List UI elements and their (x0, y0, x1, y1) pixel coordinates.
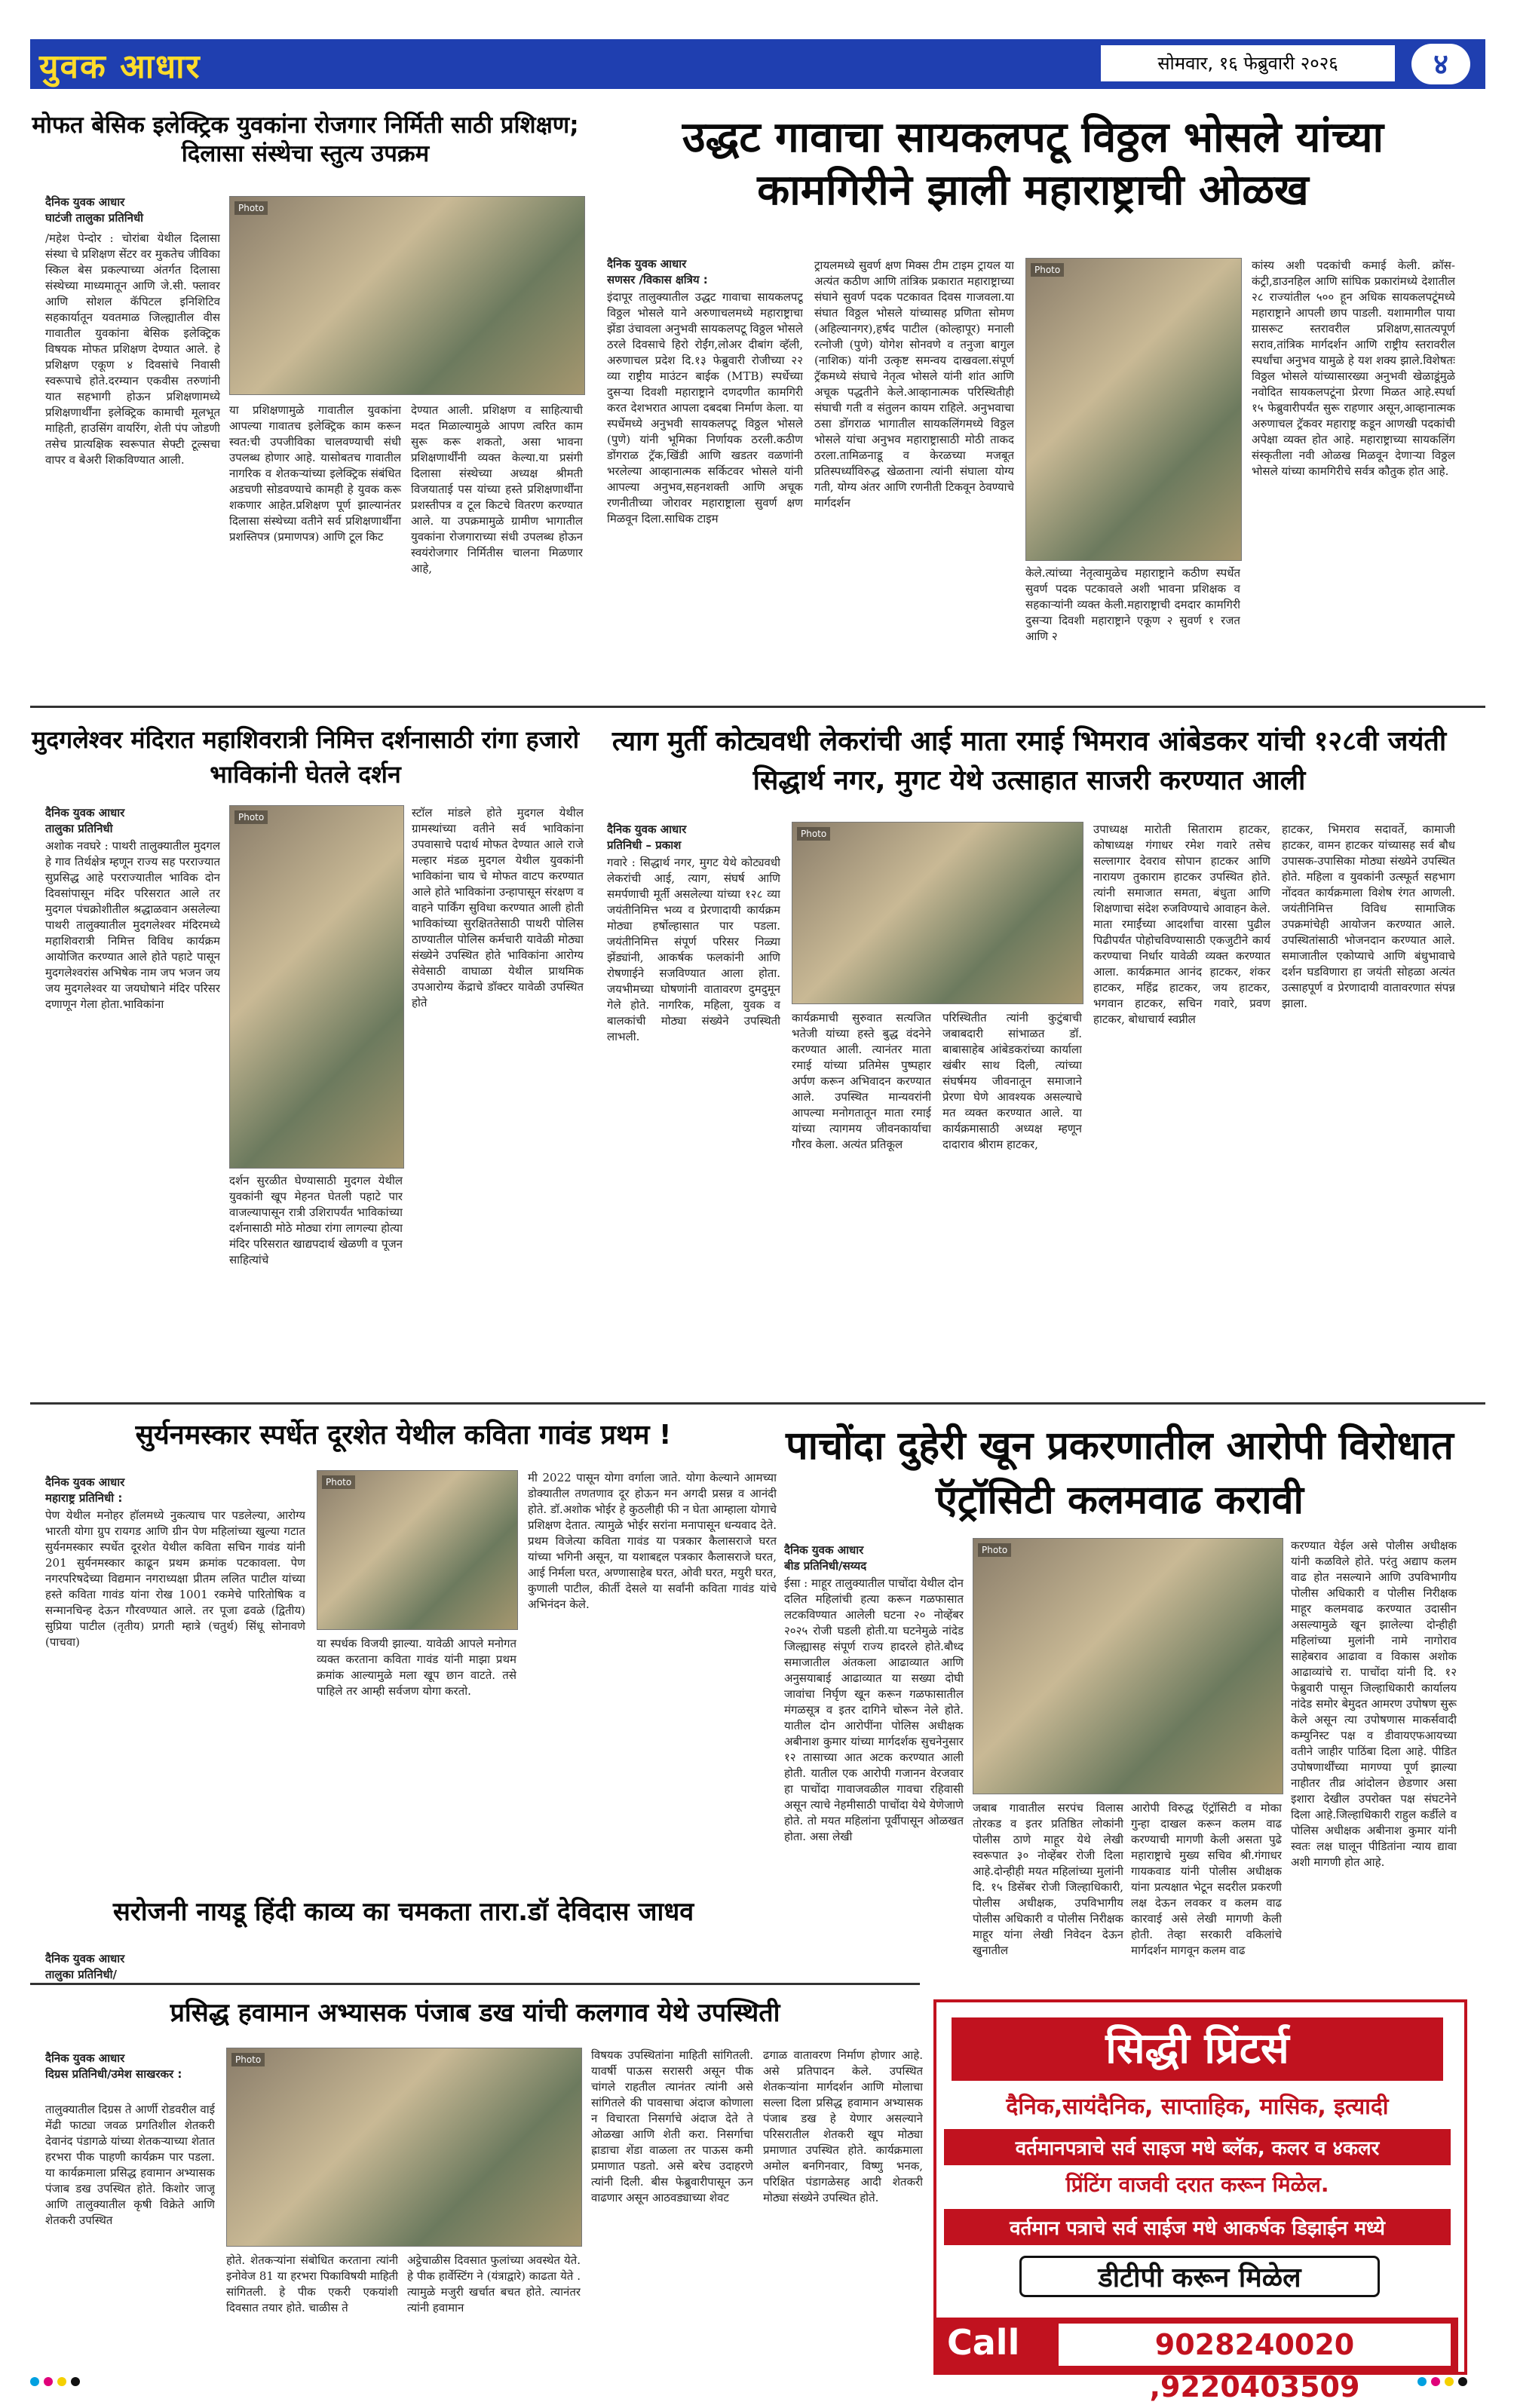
ad-line: वर्तमानपत्राचे सर्व साइज मधे ब्लॅक, कलर व ४कलर (944, 2129, 1451, 2165)
article-column: विषयक उपस्थितांना माहिती सांगितली. यावर्षी पाऊस सरासरी असून पीक चांगले राहतील त्यानंतर त्यांनी असे सांगितले की पावसाचा अंदाज कोणाला न विचारता निसर्गाचे अंदाज देते ते ओळखा आणि शेती करा. निसर्गाचा ह्राडाचा शेंडा वाळला तर पाऊस कमी प्रमाणात पडतो. असे बरेच उदाहरणे त्यांनी दिली. बीस फेब्रुवारीपासून ऊन वाढणार असून आठवड्याच्या शेवट (591, 2048, 753, 2204)
article-column: उपाध्यक्ष मारोती सिताराम हाटकर, कोषाध्यक्ष गंगाधर रमेश गवारे तसेच सल्लागार देवराव सोपान हाटकर आणि नारायण तुकाराम हाटकर उपस्थित होते. त्यांनी समाजात समता, बंधुता आणि शिक्षणाचा संदेश रुजविण्याचे आवाहन केले. माता रमाईंच्या आदर्शांचा वारसा पुढील पिढीपर्यंत पोहोचविण्यासाठी एकजुटीने कार्य करण्याचा निर्धार यावेळी व्यक्त करण्यात आला. कार्यक्रमात आनंद हाटकर, शंकर हाटकर, महिंद्र हाटकर, जय हाटकर, भगवान हाटकर, सचिन गवारे, प्रवण हाटकर, बोधाचार्य स्वप्नील (1093, 823, 1270, 1026)
photo-trainees: Photo (229, 196, 585, 395)
article-column: ट्रायलमध्ये सुवर्ण क्षण मिक्स टीम टाइम ट्रायल या अत्यंत कठीण आणि तांत्रिक प्रकारात महाराष्ट्राच्या संघाने सुवर्ण पदक पटकावत दिवस गाजवला.या संघात विठ्ठल भोसले यांच्यासह प्रणिता सोमण (अहिल्यानगर),हर्षद पाटील (कोल्हापूर) मनाली रत्नोजी (पुणे) योगेश सोनवणे व तनुजा बागुल (नाशिक) यांनी उत्कृष्ट समन्वय दाखवला.संपूर्ण ट्रॅकमध्ये संघाचे नेतृत्व भोसले यांनी शांत आणि अचूक पद्धतीने केले.आव्हानात्मक परिस्थितीही संघाची गती व संतुलन कायम राहिले. अनुभवाचा ठसा डोंगराळ भागातील सायकलिंगमध्ये विठ्ठल भोसले यांचा अनुभव महाराष्ट्रासाठी मोठी ताकद ठरला.तामिळनाडू व केरळच्या मजबूत प्रतिस्पर्ध्यांविरुद्ध खेळताना त्यांनी संघाला योग्य गती, योग्य अंतर आणि रणनीती टिकवून ठेवण्याचे मार्गदर्शन (814, 259, 1014, 510)
print-registration-marks (1417, 2375, 1472, 2385)
ad-line: प्रिंटिंग वाजवी दरात करून मिळेल. (1065, 2172, 1329, 2197)
section-divider (30, 1402, 1485, 1405)
headline: पाचोंदा दुहेरी खून प्रकरणातील आरोपी विरोधात ऍट्रॉसिटी कलमवाढ करावी (786, 1423, 1454, 1523)
article-column: देण्यात आली. प्रशिक्षण व साहित्याची मदत मिळाल्यामुळे आपण त्वरित काम सुरू करू शकतो, असा भावना प्रशिक्षणार्थींनी व्यक्त केल्या.या प्रसंगी दिलासा संस्थेच्या अध्यक्ष श्रीमती विजयाताई पस यांच्या हस्ते प्रशिक्षणार्थींना प्रशस्तीपत्र व टूल किटचे वितरण करण्यात आले. या उपक्रमामुळे ग्रामीण भागातील युवकांना रोजगाराच्या संधी उपलब्ध होऊन स्वयंरोजगार निर्मितीस चालना मिळणार आहे, (411, 403, 583, 575)
photo-award-ceremony: Photo (317, 1470, 518, 1630)
headline: उद्धट गावाचा सायकलपटू विठ्ठल भोसले यांच्या कामगिरीने झाली महाराष्ट्राची ओळख (682, 113, 1384, 215)
byline: दैनिक युवक आधार तालुका प्रतिनिधी/ (45, 1952, 125, 1981)
article-column: ढगाळ वातावरण निर्माण होणार आहे. असे प्रतिपादन केले. उपस्थित शेतकऱ्यांना मार्गदर्शन आणि मोलाचा सल्ला दिला प्रसिद्ध हवामान अभ्यासक पंजाब डख हे येणार असल्याने परिसरातील शेतकरी खूप मोठ्या प्रमाणात उपस्थित होते. कार्यक्रमाला अमोल बनगिनवार, विष्णु भनक, परिक्षित पंडागळेसह आदी शेतकरी मोठ्या संख्येने उपस्थित होते. (763, 2048, 923, 2204)
article-column: गवारे : सिद्धार्थ नगर, मुगट येथे कोट्यवधी लेकरांची आई, त्याग, संघर्ष आणि समर्पणाची मूर्ती असलेल्या यांच्या १२८ व्या जयंतीनिमित्त भव्य व प्रेरणादायी कार्यक्रम मोठ्या हर्षोल्हासात पार पडला. जयंतीनिमित्त संपूर्ण परिसर निळ्या झेंड्यांनी, आकर्षक फलकांनी आणि रोषणाईने सजविण्यात आला होता. जयभीमच्या घोषणांनी वातावरण दुमदुमून गेले होते. नागरिक, महिला, युवक व बालकांची मोठ्या संख्येने उपस्थिती लाभली. (607, 856, 780, 1043)
byline: दैनिक युवक आधार बीड प्रतिनिधी/सय्यद (784, 1543, 867, 1573)
article-column: /महेश पेन्दोर : चोरांबा येथील दिलासा संस्था चे प्रशिक्षण सेंटर वर मुकतेच जीविका स्किल बेस प्रकल्पाच्या अंतर्गत दिलासा संस्थेच्या माध्यमातून आणि जे.सी. फ्लावर आणि सोशल कॅपिटल इनिशिटिव सहकार्यातून यवतमाळ जिल्ह्यातील वीस गावातील युवकांना बेसिक इलेक्ट्रिक विषयक मोफत प्रशिक्षण देण्यात आले. हे प्रशिक्षण एकूण ४ दिवसांचे निवासी स्वरूपाचे होते.दरम्यान एकवीस तरुणांनी यात सहभागी होऊन प्रशिक्षणामध्ये प्रशिक्षणार्थींना इलेक्ट्रिक कामाची मूलभूत माहिती, हाउसिंग वायरिंग, शेती पंप जोडणी तसेच प्रात्यक्षिक स्वरूपात सेफ्टी टूल्सचा वापर व बेअरी शिकविण्यात आली. (45, 231, 220, 467)
page-number: ४ (1411, 44, 1470, 84)
article-column: ईसा : माहूर तालुक्यातील पाचोंदा येथील दोन दलित महिलांची हत्या करून गळफासात लटकविण्यात आलेली घटना २० नोव्हेंबर २०२५ रोजी घडली होती.या घटनेमुळे नांदेड जिल्ह्यासह संपूर्ण राज्य हादरले होते.बौध्द समाजातील अंतकला आढाव्यात आणि अनुसयाबाई आढाव्यात या सख्या दोघी जावांचा निर्घृण खून करून गळफासातील मंगळसूत्र व इतर दागिने चोरून नेले होते. यातील दोन आरोपींना पोलिस अधीक्षक अबीनाश कुमार यांच्या मार्गदर्शक सुचनेनुसार १२ तासाच्या आत अटक करण्यात आली होती. यातील एक आरोपी गजानन वेरजवार हा पाचोंदा गावाजवळील गावचा रहिवासी असून त्याचे नेहमीसाठी पाचोंदा येथे येणेजाणे होते. तो मयत महिलांना पूर्वीपासून ओळखत होता. असा लेखी (784, 1576, 964, 1843)
article-column: पेण येथील मनोहर हॉलमध्ये नुकत्याच पार पडलेल्या, आरोग्य भारती योगा ग्रुप रायगड आणि ग्रीन पेण महिलांच्या खुल्या गटात सुर्यनमस्कार स्पर्धेत दूरशेत येथील कविता सचिन गावंड यांनी 201 सुर्यनमस्कार काढून प्रथम क्रमांक पटकावला. पेण नगरपरिषदेच्या विद्यमान नगराध्यक्षा प्रीतम ललित पाटील यांच्या हस्ते कविता गावंड यांना रोख 1001 रकमेचे पारितोषिक व सन्मानचिन्ह देऊन गौरवण्यात आले. तर पूजा ढवळे (द्वितीय) सुप्रिया पाटील (तृतीय) प्रगती म्हात्रे (चतुर्थ) सिंधू सोनावणे (पाचवा) (45, 1509, 305, 1649)
byline: दैनिक युवक आधार तालुका प्रतिनिधी (45, 806, 125, 835)
article-column: आरोपी विरुद्ध ऍट्रॉसिटी व मोका गुन्हा दाखल करून कलम वाढ करण्याची मागणी केली असता पुढे महाराष्ट्राचे मुख्य सचिव श्री.गंगाधर गायकवाड यांनी पोलीस अधीक्षक यांना प्रत्यक्षात भेटून सदरील प्रकरणी लक्ष देऊन लवकर व कलम वाढ कारवाई असे लेखी मागणी केली होती. तेव्हा सरकारी वकिलांचे मार्गदर्शन मागवून कलम वाढ (1131, 1801, 1282, 1957)
advertisement-siddhi-printers (933, 1999, 1467, 2403)
headline: मोफत बेसिक इलेक्ट्रिक युवकांना रोजगार निर्मिती साठी प्रशिक्षण; दिलासा संस्थेचा स्तुत्य उपक्रम (32, 112, 579, 167)
article-column: कार्यक्रमाची सुरुवात सत्यजित भतेजी यांच्या हस्ते बुद्ध वंदनेने करण्यात आली. त्यानंतर माता रमाई यांच्या प्रतिमेस पुष्पहार अर्पण करून अभिवादन करण्यात आले. उपस्थित मान्यवरांनी आपल्या मनोगतातून माता रमाई यांच्या त्यागमय जीवनकार्याचा गौरव केला. अत्यंत प्रतिकूल (792, 1011, 931, 1151)
article-column: स्टॉल मांडले होते मुदगल येथील ग्रामस्थांच्या वतीने सर्व भाविकांना उपवासाचे पदार्थ मोफत देण्यात आले राजे मल्हार मंडळ मुदगल येथील युवकांनी भाविकांना चाय चे मोफत वाटप करण्यात आले होते भाविकांना उन्हापासून संरक्षण व वाहने पार्किंग सुविधा करण्यात आली होती भाविकांच्या सुरक्षिततेसाठी पाथरी पोलिस ठाण्यातील पोलिस कर्मचारी यावेळी मोठ्या संख्येने उपस्थित होते भाविकांना आरोग्य सेवेसाठी वाघाळा येथील प्राथमिक उपआरोग्य केंद्राचे डॉक्टर यावेळी उपस्थित होते (412, 806, 584, 1009)
phone-numbers: 9028240020 ,9220403509 (1059, 2324, 1451, 2366)
byline: दैनिक युवक आधार सणसर /विकास क्षत्रिय : (607, 257, 708, 286)
print-registration-marks (30, 2375, 84, 2385)
headline: प्रसिद्ध हवामान अभ्यासक पंजाब डख यांची कलगाव येथे उपस्थिती (170, 1998, 780, 2028)
article-column: या प्रशिक्षणामुळे गावातील युवकांना आपल्या गावातच इलेक्ट्रिक काम करून स्वत:ची उपजीविका चालवण्याची संधी उपलब्ध होणार आहे. यासोबतच गावातील नागरिक व शेतकऱ्यांच्या इलेक्ट्रिक संबंधित अडचणी सोडवण्याचे कामही हे युवक करू शकणार आहेत.प्रशिक्षण पूर्ण झाल्यानंतर दिलासा संस्थेच्या वतीने सर्व प्रशिक्षणार्थींना प्रशस्तिपत्र (प्रमाणपत्र) आणि टूल किट (229, 403, 401, 544)
byline: दैनिक युवक आधार दिग्रस प्रतिनिधी/उमेश साखरकर : (45, 2051, 182, 2081)
ad-line: वर्तमान पत्राचे सर्व साईज मधे आकर्षक डिझाईन मध्ये (944, 2209, 1451, 2245)
article-column: इंदापूर तालुक्यातील उद्धट गावाचा सायकलपटू विठ्ठल भोसले याने अरुणाचलमध्ये महाराष्ट्राचा झेंडा उंचावला अनुभवी सायकलपटू विठ्ठल भोसले ठरले दिवसाचे हिरो रोईंग,लोअर दीबांग व्हॅली, अरुणाचल प्रदेश दि.१३ फेब्रुवारी रोजीच्या २२ व्या राष्ट्रीय माउंटन बाईक (MTB) स्पर्धेच्या दुसऱ्या दिवशी महाराष्ट्राने दणदणीत कामगिरी करत देशभरात आपला दबदबा निर्माण केला. या स्पर्धेमध्ये अनुभवी सायकलपटू विठ्ठल भोसले (पुणे) यांनी भूमिका निर्णायक ठरली.कठीण डोंगराळ ट्रॅक,खिंडी आणि खडतर वळणांनी भरलेल्या आव्हानात्मक सर्किटवर भोसले यांनी आपल्या अनुभव,सहनशक्ती आणि अचूक रणनीतीच्या जोरावर महाराष्ट्राला सुवर्ण क्षण मिळवून दिला.साधिक टाइम (607, 290, 803, 525)
article-column: मी 2022 पासून योगा वर्गाला जाते. योगा केल्याने आमच्या डोक्यातील तणतणाव दूर होऊन मन अगदी प्रसन्न व आनंदी होते. डॉ.अशोक भोईर हे कुठलीही फी न घेता आम्हाला योगाचे प्रशिक्षण देतात. त्यामुळे भोईर सरांना मनापासून धन्यवाद देते. प्रथम विजेत्या कविता गावंड या पत्रकार कैलासराजे घरत यांच्या भगिनी असून, या यशाबद्दल पत्रकार कैलासराजे घरत, आई निर्मला घरत, अण्णासाहेब घरत, ओवी घरत, मयुरी घरत, कुणाली पाटील, कीर्ती देसले या सर्वांनी कविता गावंड यांचे अभिनंदन केले. (528, 1471, 777, 1611)
ad-line: डीटीपी करून मिळेल (1019, 2256, 1380, 2297)
section-divider (30, 706, 1485, 708)
photo-crop-inspection: Photo (226, 2048, 582, 2247)
article-column: तालुक्यातील दिग्रस ते आर्णी रोडवरील वाई मेंढी फाट्या जवळ प्रगतिशील शेतकरी देवानंद पंडागळे यांच्या शेतकऱ्याच्या शेतात हरभरा पीक पाहणी कार्यक्रम पार पडला. या कार्यक्रमाला प्रसिद्ध हवामान अभ्यासक पंजाब डख उपस्थित होते. किशोर जाजू आणि तालुक्यातील कृषी विक्रेते आणि शेतकरी उपस्थित (45, 2103, 215, 2227)
ad-line: दैनिक,सायंदैनिक, साप्ताहिक, मासिक, इत्यादी (1006, 2094, 1389, 2120)
article-column: कांस्य अशी पदकांची कमाई केली. क्रॉस-कंट्री,डाउनहिल आणि सांघिक प्रकारांमध्ये देशातील २८ राज्यांतील ५०० हून अधिक सायकलपटूंमध्ये महाराष्ट्राने आपली छाप पाडली. यशामागील पाया ग्रासरूट स्तरावरील प्रशिक्षण,सातत्यपूर्ण सराव,तांत्रिक मार्गदर्शन आणि राष्ट्रीय स्तरावरील स्पर्धांचा अनुभव यामुळे हे यश शक्य झाले.विशेषतः विठ्ठल भोसले यांच्यासारख्या अनुभवी खेळाडूंमुळे नवोदित सायकलपटूंना प्रेरणा मिळत आहे.स्पर्धा १५ फेब्रुवारीपर्यंत सुरू राहणार असून,आव्हानात्मक अरुणाचल ट्रॅकवर महाराष्ट्र कडून आणखी पदकांची अपेक्षा व्यक्त होत आहे. महाराष्ट्राच्या सायकलिंग संस्कृतीला नवी ओळख मिळवून देणाऱ्या विठ्ठल भोसले यांच्या कामगिरीचे सर्वत्र कौतुक होत आहे. (1252, 259, 1455, 478)
section-divider (30, 1983, 920, 1985)
article-column: होते. शेतकऱ्यांना संबोधित करताना त्यांनी इनोवेज 81 या हरभरा पिकाविषयी माहिती सांगितली. हे पीक एकरी एकयांशी दिवसात तयार होते. चाळीस ते (226, 2253, 398, 2315)
headline: सरोजनी नायडू हिंदी काव्य का चमकता तारा.डॉ देविदास जाधव (112, 1897, 694, 1927)
article-column: या स्पर्धक विजयी झाल्या. यावेळी आपले मनोगत व्यक्त करताना कविता गावंड यांनी माझा प्रथम क्रमांक आल्यामुळे मला खूप छान वाटते. तसे पाहिले तर आम्ही सर्वजण योगा करतो. (317, 1637, 516, 1698)
article-column: केले.त्यांच्या नेतृत्वामुळेच महाराष्ट्राने कठीण स्पर्धेत सुवर्ण पदक पटकावले अशी भावना प्रशिक्षक व सहकाऱ्यांनी व्यक्त केली.महाराष्ट्राची दमदार कामगिरी दुसऱ्या दिवशी महाराष्ट्राने एकूण २ सुवर्ण १ रजत आणि २ (1025, 566, 1240, 643)
article-column: करण्यात येईल असे पोलीस अधीक्षक यांनी कळविले होते. परंतु अद्याप कलम वाढ होत नसल्याने आणि उपविभागीय पोलीस अधिकारी व पोलीस निरीक्षक माहूर कलमवाढ करण्यात उदासीन असल्यामुळे खून झालेल्या दोन्हीही महिलांच्या मुलांनी नामे नागोराव साहेबराव आढावा व विकास अशोक आढाव्यांचे रा. पाचोंदा यांनी दि. १२ फेब्रुवारी पासून जिल्हाधिकारी कार्यालय नांदेड समोर बेमुदत आमरण उपोषण सुरू केले असून त्या उपोषणास माकर्सवादी कम्युनिस्ट पक्ष व डीवायएफआयच्या वतीने जाहीर पाठिंबा दिला आहे. पीडित उपोषणार्थींच्या मागण्या पूर्ण झाल्या नाहीतर तीव्र आंदोलन छेडणार असा इशारा देखील उपरोक्त पक्ष संघटनेने दिला आहे.जिल्हाधिकारी राहुल कर्डीले व पोलिस अधीक्षक अबीनाश कुमार यांनी स्वतः लक्ष घालून पीडितांना न्याय द्यावा अशी मागणी होत आहे. (1291, 1539, 1457, 1869)
ad-call-bar (936, 2318, 1458, 2403)
ad-title: सिद्धी प्रिंटर्स (952, 2017, 1443, 2081)
call-label: Call (947, 2322, 1020, 2363)
photo-ramai-portrait: Photo (792, 822, 1083, 1004)
photo-cyclist-podium: Photo (1025, 258, 1242, 561)
photo-hunger-strike: Photo (973, 1538, 1283, 1794)
headline: त्याग मुर्ती कोट्यवधी लेकरांची आई माता रमाई भिमराव आंबेडकर यांची १२८वी जयंती सिद्धार्थ नगर, मुगट येथे उत्साहात साजरी करण्यात आली (611, 726, 1447, 796)
article-column: अशोक नवघरे : पाथरी तालुक्यातील मुदगल हे गाव तिर्थक्षेत्र म्हणून राज्य सह परराज्यात सुप्रसिद्ध आहे परराज्यातील भाविक दोन दिवसांपासून मंदिर परिसरात आले तर मुदगल पंचक्रोशीतील श्रद्धाळवान असलेल्या पाथरी तालुक्यातील मुदगलेश्वर मंदिरमध्ये महाशिवरात्री निमित्त विविध कार्यक्रम आयोजित करण्यात आले होते पहाटे पासून मुदगलेश्वरांस अभिषेक नाम जप भजन जय जय मुदगलेश्वर या जयघोषाने मंदिर परिसर दणाणून गेला होता.भाविकांना (45, 839, 220, 1011)
masthead (30, 39, 1485, 89)
article-column: परिस्थितीत त्यांनी कुटुंबाची जबाबदारी सांभाळत डॉ. बाबासाहेब आंबेडकरांच्या कार्याला खंबीर साथ दिली, त्यांच्या संघर्षमय जीवनातून समाजाने प्रेरणा घेणे आवश्यक असल्याचे मत व्यक्त करण्यात आले. या कार्यक्रमासाठी अध्यक्ष म्हणून दादाराव श्रीराम हाटकर, (942, 1011, 1082, 1151)
byline: दैनिक युवक आधार प्रतिनिधी – प्रकाश (607, 823, 687, 852)
newspaper-title: युवक आधार (39, 47, 201, 86)
headline: सुर्यनमस्कार स्पर्धेत दूरशेत येथील कविता गावंड प्रथम ! (135, 1420, 672, 1451)
issue-date: सोमवार, १६ फेब्रुवारी २०२६ (1101, 45, 1395, 81)
photo-temple-queue: Photo (229, 805, 404, 1169)
byline: दैनिक युवक आधार घाटंजी तालुका प्रतिनिधी (45, 195, 144, 225)
article-column: जबाब गावातील सरपंच विलास तोरकड व इतर प्रतिष्ठित लोकांनी पोलीस ठाणे माहूर येथे लेखी स्वरूपात ३० नोव्हेंबर रोजी दिला आहे.दोन्हीही मयत महिलांच्या मुलांनी दि. १५ डिसेंबर रोजी जिल्हाधिकारी, पोलीस अधीक्षक, उपविभागीय पोलीस अधिकारी व पोलीस निरीक्षक माहूर यांना लेखी निवेदन देऊन खुनातील (973, 1801, 1123, 1957)
byline: दैनिक युवक आधार महाराष्ट्र प्रतिनिधी : (45, 1475, 125, 1505)
headline: मुदगलेश्वर मंदिरात महाशिवरात्री निमित्त दर्शनासाठी रांगा हजारो भाविकांनी घेतले दर्शन (31, 725, 580, 789)
article-column: अट्ठेचाळीस दिवसात फुलांच्या अवस्थेत येते. हे पीक हार्वेस्टिंग ने (यंत्राद्वारे) काढता येते . त्यामुळे मजुरी खर्चात बचत होते. त्यानंतर त्यांनी हवामान (407, 2253, 581, 2315)
article-column: दर्शन सुरळीत घेण्यासाठी मुदगल येथील युवकांनी खूप मेहनत घेतली पहाटे पार वाजल्यापासून रात्री उशिरापर्यंत भाविकांच्या दर्शनासाठी मोठे मोठ्या रांगा लागल्या होत्या मंदिर परिसरात खाद्यपदार्थ खेळणी व पूजन साहित्यांचे (229, 1174, 403, 1267)
article-column: हाटकर, भिमराव सदावर्ते, कामाजी हाटकर, वामन हाटकर यांच्यासह सर्व बौध उपासक-उपासिका मोठ्या संख्येने उपस्थित होते. महिला व युवकांनी उत्स्फूर्त सहभाग नोंदवत कार्यक्रमाला विशेष रंगत आणली. जयंतीनिमित्त विविध सामाजिक उपक्रमांचेही आयोजन करण्यात आले. उपस्थितांसाठी भोजनदान करण्यात आले. समाजातील एकोप्याचे आणि बंधुभावाचे दर्शन घडविणारा हा जयंती सोहळा अत्यंत उत्साहपूर्ण व प्रेरणादायी वातावरणात संपन्न झाला. (1282, 823, 1455, 1010)
